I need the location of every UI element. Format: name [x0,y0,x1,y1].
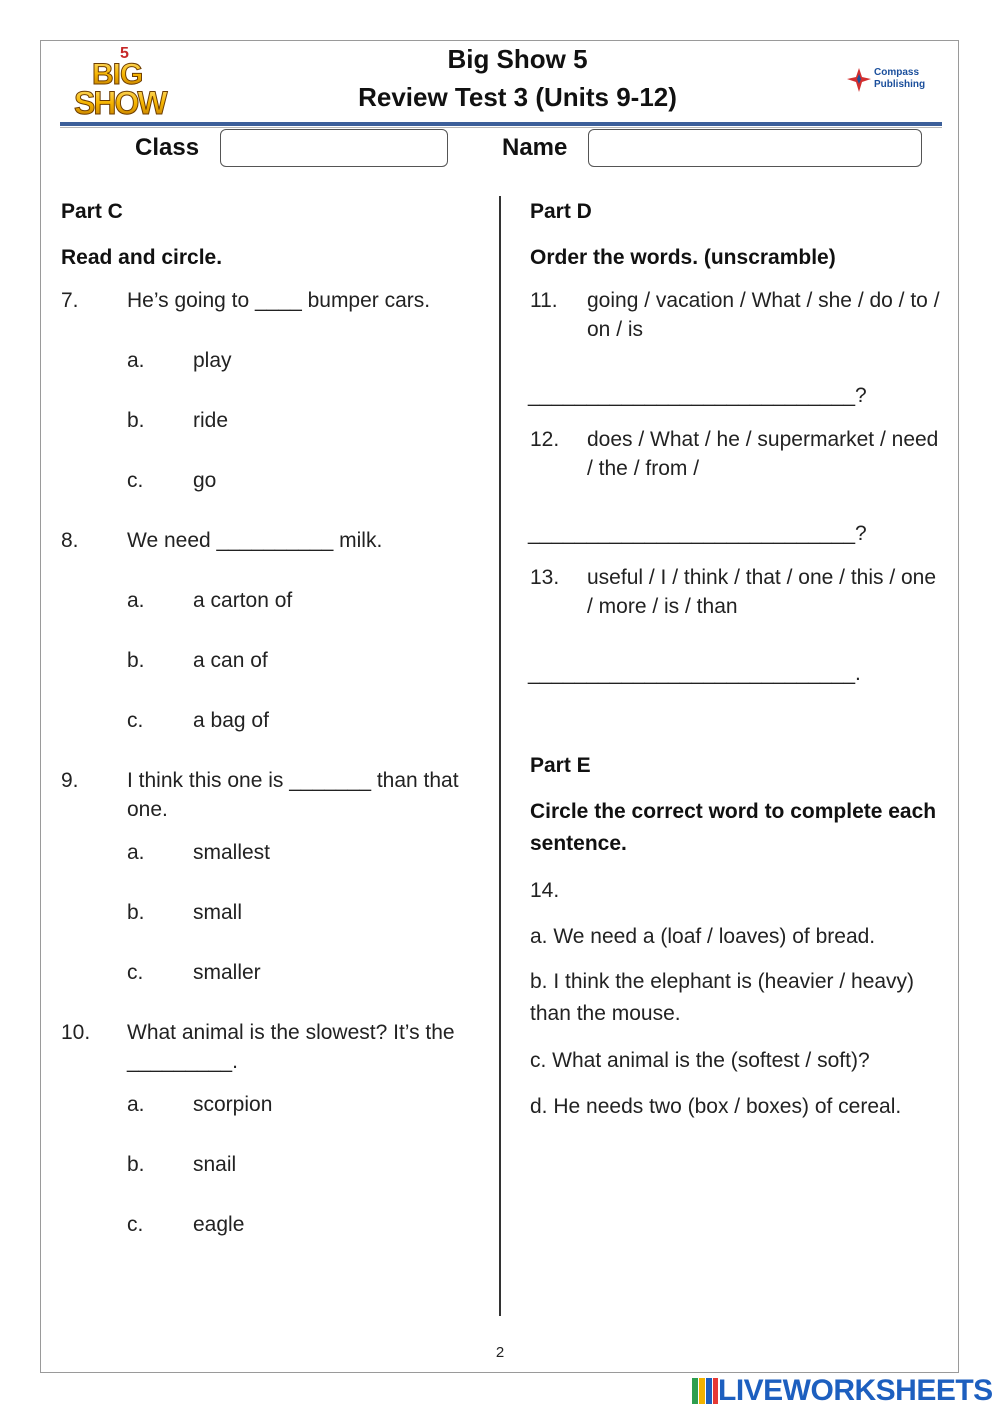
question-text: We need __________ milk. [127,529,383,552]
name-input[interactable] [588,129,922,167]
part-e-instruction: Circle the correct word to complete each sentence. [530,800,937,855]
class-label: Class [135,134,200,161]
option-text[interactable]: a bag of [193,709,269,732]
option-text[interactable]: go [193,469,217,492]
question-number: 12. [530,428,560,451]
answer-line[interactable]: ____________________________? [528,384,867,407]
page-title: Big Show 5 [447,44,588,74]
option-letter: b. [127,649,145,672]
question-text: What animal is the slowest? It’s the _________. [127,1021,455,1073]
part-c-instruction: Read and circle. [61,246,223,269]
question-number: 11. [530,289,558,312]
name-label: Name [502,134,568,161]
sentence-item[interactable]: b. I think the elephant is (heavier / heavy) than the mouse. [530,970,915,1025]
option-letter: b. [127,901,145,924]
question-number: 13. [530,566,560,589]
compass-publishing-logo [846,66,936,94]
option-letter: a. [127,349,145,372]
option-text[interactable]: a can of [193,649,268,672]
option-text[interactable]: small [193,901,243,924]
question-number: 14. [530,879,560,902]
big-show-logo [70,44,194,118]
liveworksheets-icon [692,1378,718,1404]
option-letter: a. [127,589,145,612]
scrambled-words: useful / I / think / that / one / this / one / more / is / than [587,566,937,618]
option-letter: c. [127,961,144,984]
option-letter: a. [127,841,145,864]
option-text[interactable]: smallest [193,841,271,864]
part-e-title: Part E [530,754,591,777]
option-text[interactable]: scorpion [193,1093,273,1116]
option-letter: c. [127,1213,144,1236]
option-text[interactable]: a carton of [193,589,293,612]
compass-line2: Publishing [874,79,926,90]
header-rule [60,122,942,126]
question-number: 7. [61,289,79,312]
part-d-title: Part D [530,200,592,223]
option-text[interactable]: eagle [193,1213,245,1236]
part-c-title: Part C [61,200,123,223]
answer-line[interactable]: ____________________________. [528,662,861,685]
option-letter: a. [127,1093,145,1116]
question-number: 8. [61,529,79,552]
page-number: 2 [495,1344,505,1361]
sentence-item[interactable]: d. He needs two (box / boxes) of cereal. [530,1095,902,1118]
sentence-item[interactable]: a. We need a (loaf / loaves) of bread. [530,925,876,948]
question-text: I think this one is _______ than that one. [127,769,459,821]
option-letter: c. [127,469,144,492]
page-subtitle: Review Test 3 (Units 9-12) [358,82,677,112]
compass-star-icon [846,66,872,94]
svg-text:SHOW: SHOW [74,85,166,118]
svg-text:BIG: BIG [92,58,143,91]
sentence-item[interactable]: c. What animal is the (softest / soft)? [530,1049,870,1072]
option-text[interactable]: ride [193,409,229,432]
compass-line1: Compass [874,67,920,78]
option-letter: b. [127,409,145,432]
option-letter: c. [127,709,144,732]
question-number: 10. [61,1021,91,1044]
answer-line[interactable]: ____________________________? [528,522,867,545]
logo-number: 5 [120,45,129,62]
class-input[interactable] [220,129,448,167]
question-text: He’s going to ____ bumper cars. [127,289,431,312]
column-divider [499,196,501,1316]
option-text[interactable]: play [193,349,232,372]
part-d-instruction: Order the words. (unscramble) [530,246,836,269]
scrambled-words: does / What / he / supermarket / need / the / from / [587,428,939,480]
option-letter: b. [127,1153,145,1176]
option-text[interactable]: smaller [193,961,261,984]
liveworksheets-brand[interactable]: LIVEWORKSHEETS [718,1374,993,1407]
header-rule-thin [60,127,942,128]
question-number: 9. [61,769,79,792]
scrambled-words: going / vacation / What / she / do / to / on / is [587,289,940,341]
option-text[interactable]: snail [193,1153,237,1176]
